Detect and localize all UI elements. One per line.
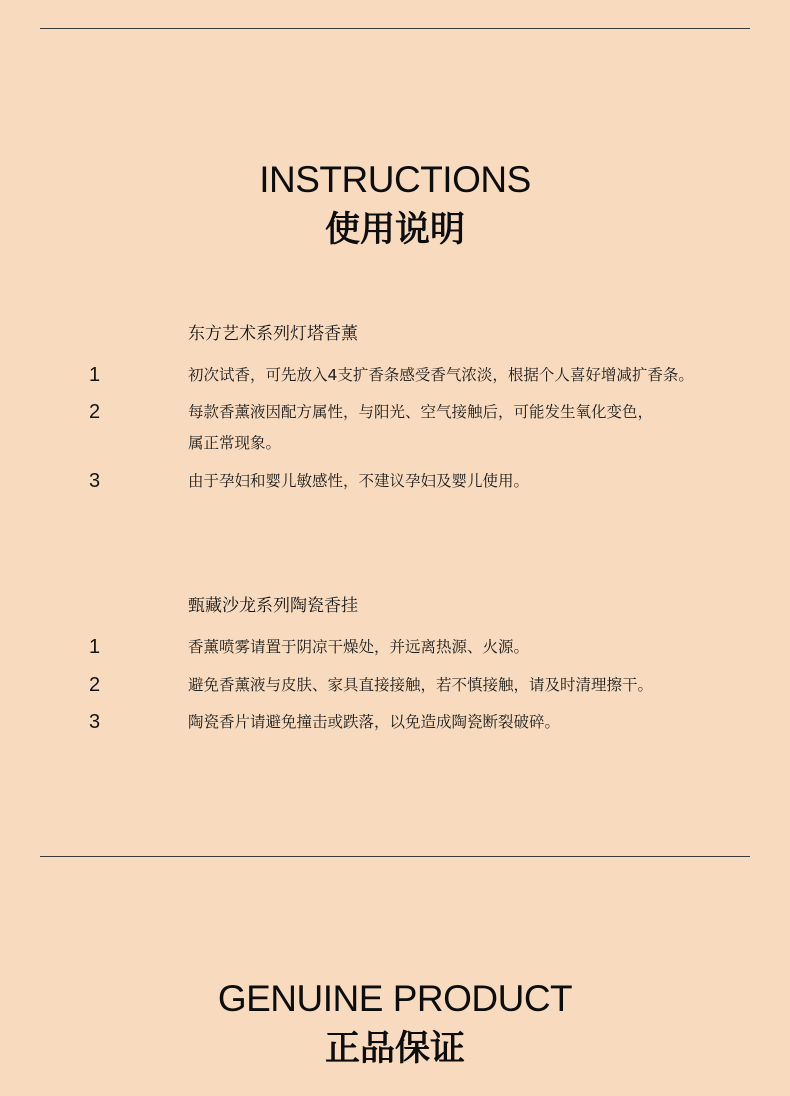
instructions-title-zh: 使用说明 [324,210,465,250]
item-number: 2 [89,401,101,423]
instruction-text: 香薰喷雾请置于阴凉干燥处，并远离热源、火源。 [188,638,530,656]
instruction-text: 陶瓷香片请避免撞击或跌落，以免造成陶瓷断裂破碎。 [188,713,561,731]
instruction-text: 初次试香，可先放入4支扩香条感受香气浓淡，根据个人喜好增减扩香条。 [188,366,694,384]
instruction-text-continued: 属正常现象。 [188,434,282,452]
item-number: 3 [89,711,101,733]
item-number: 1 [89,364,101,386]
item-number: 3 [89,470,101,492]
item-number: 2 [89,674,101,696]
genuine-title-zh: 正品保证 [324,1029,465,1069]
instruction-text: 每款香薰液因配方属性，与阳光、空气接触后，可能发生氧化变色， [188,403,654,421]
section-title-ceramic: 甄藏沙龙系列陶瓷香挂 [188,596,358,616]
instruction-text: 避免香薰液与皮肤、家具直接接触，若不慎接触，请及时清理擦干。 [188,676,654,694]
genuine-title-en: GENUINE PRODUCT [217,978,573,1019]
top-divider [40,28,750,29]
middle-divider [40,856,750,857]
section-title-lighthouse: 东方艺术系列灯塔香薰 [188,324,358,344]
instructions-title-en: INSTRUCTIONS [259,159,531,200]
item-number: 1 [89,636,101,658]
instruction-text: 由于孕妇和婴儿敏感性，不建议孕妇及婴儿使用。 [188,472,530,490]
